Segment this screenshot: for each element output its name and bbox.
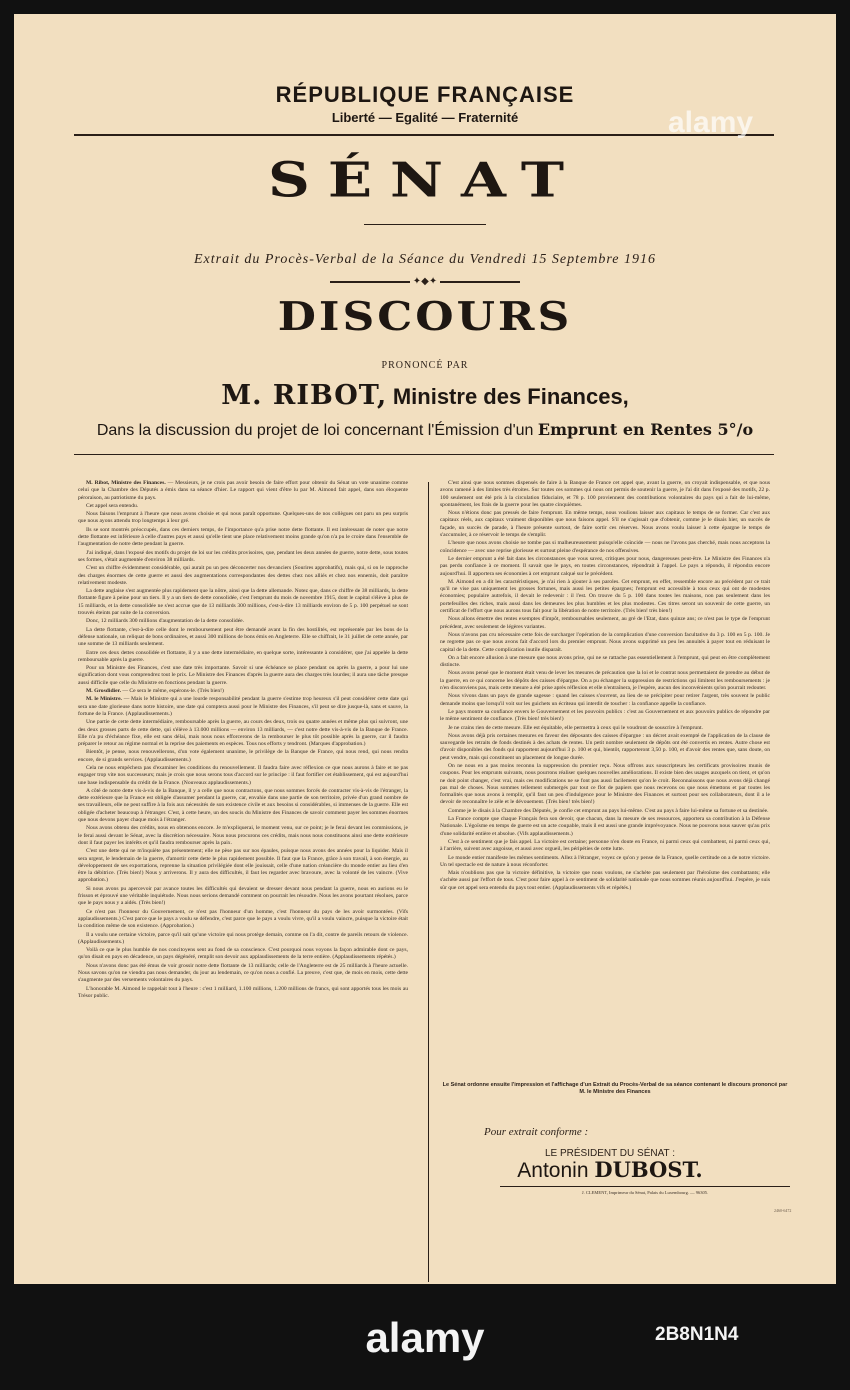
speech-paragraph [440,616,770,631]
subject-prefix: Dans la discussion du projet de loi concernant l'Émission d'un [96,422,534,439]
paragraph-text: C'est une dette qui ne m'inquiète pas présentement; elle ne pèse pas sur nos épaules, puisque nous avons des années pour la liquider. Mais il sera urgent, le lendemain de la guerre, d'amortir cette dette le plus rapidement possible. Il faut que la France, grâce à son travail, à son énergie, au développement de ses exportations, reprenne la situation privilégiée dont elle jouissait, celle d'une nation créancière du monde entier au lieu d'en être la débitrice. (Très bien!) Nous y arriverons. Il y aura des difficultés, il faut les regarder avec bravoure, avec la volonté de les vaincre. (Vive approbation.) [78,848,408,884]
paragraph-text: Nous avons obtenu des crédits, nous en obtenons encore. Je m'expliquerai, le moment venu, sur ce point; je le ferai devant les commissions, je le ferai aussi devant le Sénat, avec la discrétion nécessaire. Nous nous procurons ces crédits, mais nous nous constituons ainsi une dette extérieure dont il faut payer les intérêts et qu'il faudra rembourser après la paix. [78,825,408,846]
paragraph-text: Entre ces deux dettes consolidée et flottante, il y a une dette intermédiaire, en quelque sorte, intéressante à considérer, que j'ai appelée la dette remboursable après la guerre. [78,649,408,663]
paragraph-text: — Ce sera le même, espérons-le. (Très bien!) [122,688,224,695]
speech-paragraph [440,693,770,708]
speech-paragraph [440,510,770,539]
paragraph-text: — Messieurs, je ne crois pas avoir besoin de faire effort pour obtenir du Sénat un vote unanime comme celui que la Chambre des Députés a émis dans sa séance d'hier. Le rapport qui vient d'être lu par M. Aimond fait appel, dans son éloquente péroraison, au patriotisme du pays. [78,480,408,501]
speech-paragraph [440,655,770,670]
speech-paragraph [78,765,408,787]
paragraph-text: Cet appel sera entendu. [86,502,139,509]
print-code: 2460-6472 [774,1208,792,1213]
senate-decision: Le Sénat ordonne ensuite l'impression et l'affichage d'un Extrait du Procès-Verbal de sa séance contenant le discours prononcé par M. le Ministre des Finances [442,1082,788,1095]
paragraph-text: Bientôt, je pense, nous renouvellerons, d'un vote également unanime, le privilège de la Banque de France, qui nous rend, qui nous rendra encore, de si grands services. (Applaudissements.) [78,749,408,763]
paragraph-text: — Mais le Ministre qui a une lourde responsabilité pendant la guerre s'estime trop heureux s'il peut considérer cette date qui sera une date glorieuse dans notre histoire, une date qui comptera aussi pour le Ministre des Finances, s'il peut se dire jusque-là, sans et sauve, la fortune de la France. (Applaudissements.) [78,696,409,717]
paragraph-text: Nous vivons dans un pays de grande sagesse : quand les caisses s'ouvrent, au lieu de se précipiter pour retirer l'argent, très souvent le public demande moins que lorsqu'il voit sur les guichets un écriteau qui interdit de toucher : la confiance appelle la confiance. [440,693,770,707]
president-last-name: DUBOST. [594,1157,703,1182]
speaker-tag: M. le Ministre. [86,696,124,703]
speech-paragraph [78,618,408,625]
speech-paragraph [440,480,770,509]
speech-paragraph [78,963,408,985]
ornament-divider: ✦◆✦ [14,276,836,287]
speech-paragraph [78,932,408,947]
president-title: LE PRÉSIDENT DU SÉNAT : [544,1148,676,1159]
speech-paragraph [78,848,408,884]
speaker-line [14,380,836,411]
republic-title: RÉPUBLIQUE FRANÇAISE [275,82,575,107]
republic-motto: Liberté — Egalité — Fraternité [331,110,519,125]
paragraph-text: On a fait encore allusion à une mesure que nous avons prise, qui ne se rattache pas essentiellement à l'emprunt, qui peut en être complètement distincte. [440,654,770,669]
speaker-role: Ministre des Finances, [392,384,629,409]
paragraph-text: L'heure que nous avons choisie ne tombe pas si malheureusement puisqu'elle coïncide — nous ne l'avons pas cherché, mais nous acceptons la coïncidence — avec une reprise glorieuse et surtout pleine d'espérance de nos offensives. [440,540,770,554]
speech-paragraph [78,627,408,649]
president-name [440,1157,780,1183]
speech-paragraph [440,670,770,692]
paragraph-text: C'est ainsi que nous sommes dispensés de faire à la Banque de France cet appel que, avant la guerre, on croyait indispensable, et que nous avons ramené à des limites très étroites. Sur toutes ces sommes qui nous ont permis de soutenir la guerre, je l'ai dit dans l'exposé des motifs, 22 p. 100 seulement ont été pris à la circulation fiduciaire, et 78 p. 100 proviennent des contributions volontaires du pays qui a fait de lui-même, spontanément, les frais de la guerre pour les quatre cinquièmes. [440,480,770,508]
paragraph-text: C'est à ce sentiment que je fais appel. La victoire est certaine; personne n'en doute en France, ni parmi ceux qui combattent, ni parmi ceux qui, à l'arrière, suivent avec angoisse, et aussi avec orgueil, les péripéties de cette lutte. [440,838,770,853]
paragraph-text: Cela ne nous empêchera pas d'examiner les conditions du renouvellement. Il faudra faire avec réflexion ce que nous aurons à faire et ne pas engager trop vite nos successeurs; mais je crois que nous serons tous d'accord sur le principe : il faut fortifier cet établissement, qui est aujourd'hui une base indispensable du crédit de la France. (Nouveaux applaudissements.) [78,764,408,786]
paragraph-text: Je ne crains rien de cette mesure. Elle est équitable, elle permettra à ceux qui le voudront de souscrire à l'emprunt. [448,724,703,731]
paragraph-text: La dette flottante, c'est-à-dire celle dont le remboursement peut être demandé avant la fin des hostilités, est représentée par les bons de la défense nationale, un reliquat de bons ordinaires, et aussi 300 millions de bons émis en Angleterre. Elle se chiffrait, le 31 juillet de cette année, par une somme de 13 milliards seulement. [78,626,408,648]
speech-paragraph [440,839,770,854]
paragraph-text: M. Aimond en a dit les caractéristiques, je n'ai rien à ajouter à ses paroles. Cet emprunt, en effet, ressemble encore au précédent par ce trait qu'il ne vise pas uniquement les grosses fortunes, mais aussi les petites épargnes; l'emprunt est accessible à tous ceux qui ont de modestes économies; populaire autrefois, il devait le redevenir : il l'est. On trouve du 5 p. 100 dans toutes les maisons, non pas seulement dans les portefeuilles des riches, mais aussi dans les demeures les plus humbles et les plus modestes. Ces titres seront un souvenir de cette guerre, un certificat de l'effort que nous aurons tous fait pour la libération de notre territoire. (Très bien! très bien!) [440,578,770,615]
watermark-image-id: 2B8N1N4 [655,1324,739,1345]
speech-paragraph [440,632,770,654]
subject-emprunt: Emprunt en Rentes 5 [537,420,729,439]
speech-paragraph [78,527,408,549]
speech-paragraph [440,733,770,762]
speech-paragraph [78,550,408,565]
paragraph-text: Pour un Ministre des Finances, c'est une date très importante. Savoir si une échéance se place pendant ou après la guerre, a pour lui une signification dont vous comprendrez tout le prix. Le Ministre des Finances d'après la guerre aura des charges très lourdes; il aura une tâche presque aussi difficile que celle du Ministre en fonctions pendant la guerre. [78,665,408,686]
paragraph-text: Donc, 12 milliards 300 millions d'augmentation de la dette consolidée. [86,618,245,625]
column-divider [428,482,429,1282]
subject-divider [74,454,774,455]
paragraph-text: Nous n'étions donc pas pressés de faire l'emprunt. En même temps, nous voulions laisser aux capitaux le temps de se former. Car c'est aux capitaux réels, aux capitaux vraiment disponibles que nous faisons appel. S'il ne s'agissait que d'obtenir, comme je le disais hier, un succès de façade, un succès de parade, à l'heure présente surtout, de faire sortir ces réserves. Nous avons voulu laisser à cette épargne le temps de s'accumuler, à ce réservoir le temps de s'emplir. [440,510,770,539]
speech-paragraph [78,909,408,931]
speech-paragraph [78,588,408,617]
senat-title: SÉNAT [267,152,583,208]
paragraph-text: Voilà ce que le plus humble de nos concitoyens sent au fond de sa conscience. C'est pourquoi nous voyons la façon admirable dont ce pays, qu'on disait en pays en décadence, un pays dégénéré, remplit son devoir aux applaudissements de la terre entière. (Applaudissements répétés.) [78,947,408,961]
paragraph-text: Il a voulu une certaine victoire, parce qu'il sait qu'une victoire qui nous protège demain, comme on l'a dit, contre de pareils retours de violence. (Applaudissements.) [78,931,408,945]
speech-paragraph [440,709,770,724]
speech-paragraph [440,556,770,578]
paragraph-text: Le monde entier manifeste les mêmes sentiments. Allez à l'étranger, voyez ce qu'on y pense de la France, quelle certitude on a de notre victoire. Un tel spectacle est de nature à nous réconforter. [440,854,770,868]
speech-paragraph [440,816,770,838]
paragraph-text: A côté de notre dette vis-à-vis de la Banque, il y a celle que nous contractons, que nous sommes forcés de contracter vis-à-vis de l'étranger, la dette extérieure que la France est obligée d'assumer pendant la guerre, car, envahie dans une partie de son territoire, privée d'un grand nombre de ses travailleurs, elle ne peut suffire à la fois aux nécessités de son existence civile et aux besoins si considérables, si immenses de la guerre. Elle est obligée d'acheter beaucoup à l'étranger. C'est, à cette heure, un des soucis du Ministre des Finances de savoir comment payer les sommes énormes que nous devons payer chaque mois à l'étranger. [78,787,408,824]
discours-heading: DISCOURS [277,294,573,340]
poster [14,14,836,1284]
speech-paragraph [78,480,408,502]
paragraph-text: L'honorable M. Aimond le rappelait tout à l'heure : c'est 1 milliard, 1.100 millions, 1.200 millions de francs, qui sont apportés tous les mois au Trésor public. [78,985,408,999]
speech-paragraph [440,855,770,870]
speech-paragraph [78,947,408,962]
paragraph-text: Comme je le disais à la Chambre des Députés, je confie cet emprunt au pays lui-même. C'est au pays à faire lui-même sa fortune et sa destinée. [448,807,769,814]
speaker-tag: M. Grosdidier. [86,688,123,695]
speaker-name: M. RIBOT, [221,380,388,411]
paragraph-text: Nous n'avons donc pas été émus de voir grossir notre dette flottante de 13 milliards; celle de l'Angleterre est de 25 milliards à l'heure actuelle. Nous savons qu'on ne viendra pas nous demander, du jour au lendemain, ce qu'on nous a confié. La preuve, c'est que, de mois en mois, cette dette s'augmente par des versements volontaires du pays. [78,962,408,984]
title-underline [364,224,486,225]
speech-paragraph [440,579,770,615]
prononce-par: PRONONCÉ PAR [381,360,469,371]
paragraph-text: C'est un chiffre évidemment considérable, qui aurait pu un peu déconcerter nos devanciers (Sourires approbatifs), mais qui, si on le rapproche des charges énormes de cette guerre et aussi des augmentations correspondantes des dettes chez nos alliés et chez nos ennemis, doit paraître relativement modeste. [78,565,408,586]
session-extract: Extrait du Procès-Verbal de la Séance du Vendredi 15 Septembre 1916 [193,252,656,267]
right-text-column [440,480,770,893]
printer-divider [500,1186,790,1187]
paragraph-text: Ce n'est pas l'honneur du Gouvernement, ce n'est pas l'honneur d'un homme, c'est l'honneur du pays de les avoir surmontées. (Vifs applaudissements.) C'est parce que le pays a voulu se défendre, c'est parce que le pays a voulu vivre, qu'il a voulu vaincre, puisque la victoire était la condition même de son existence. (Approbation.) [78,908,408,930]
paragraph-text: Nous avons déjà pris certaines mesures en faveur des déposants des caisses d'épargne : un décret avait exempté de l'application de la clause de sauvegarde les retraits de fonds destinés à des achats de rentes. Un petit nombre seulement de dépôts ont été convertis en rentes. Autre chose est d'avoir disponibles des fonds qui rapportent aujourd'hui 3 p. 100 et qui, bientôt, rapporteront 3,50 p. 100, et d'avoir des rentes que, sans doute, on peut vendre, mais qui constituent un placement de longue durée. [440,732,770,761]
left-text-column [78,480,408,1001]
speech-paragraph [78,511,408,526]
paragraph-text: Si nous avons pu apercevoir par avance toutes les difficultés qui devaient se dresser devant nous pendant la guerre, nous en aurions eu le frisson et éprouvé une véritable inquiétude. Nous nous serions demandé comment on pourrait les résoudre. Nous les avons pourtant résolues, parce que le pays nous y a aidés. (Très bien!) [78,885,408,907]
watermark-logo: alamy [365,1314,485,1361]
speech-paragraph [440,540,770,555]
speech-paragraph [78,696,408,718]
speech-paragraph [78,719,408,748]
paragraph-text: Nous n'avons pas cru nécessaire cette fois de surcharger l'opération de la complication d'une conversion facultative du 3 p. 100 en 5 p. 100. Je ne regrette pas ce que nous avons fait d'accord lors du premier emprunt. Nous avons supprimé un peu les annuités à payer tout en réduisant le capital de la dette. Cette complication inutile disparaît. [440,631,770,653]
speech-paragraph [78,565,408,587]
speech-paragraph [78,886,408,908]
paragraph-text: Mais n'oublions pas que la victoire définitive, la victoire que nous voulons, ne s'achète pas seulement par l'héroïsme des combattants; elle s'achète aussi par l'effort de tous. C'est pour faire appel à ce sentiment de solidarité nationale que nous sommes réunis aujourd'hui. J'espère, je suis sûr que cet appel sera entendu du pays tout entier. (Applaudissements vifs et répétés.) [440,870,770,891]
speech-paragraph [78,665,408,687]
speech-paragraph [78,986,408,1001]
speech-paragraph [440,870,770,892]
speech-paragraph [78,650,408,665]
watermark-top: alamy [668,106,754,139]
speech-paragraph [440,725,770,732]
paragraph-text: Le dernier emprunt a été fait dans les circonstances que vous savez, critiques pour nous, dangereuses peut-être. Le Ministre des Finances n'a pas perdu confiance à ce moment. Il savait que le pays, en toutes circonstances, répondrait à l'appel. Le pays a répondu, il répondra encore aujourd'hui. Il apportera ses économies à cet emprunt calqué sur le précédent. [440,555,770,577]
paragraph-text: Nous avons pensé que le moment était venu de lever les mesures de précaution que la loi et le contrat nous permettaient de prendre au début de la guerre, en ce qui concerne les dépôts des caisses d'épargne. On a pu échanger la suppression de restrictions qui limitent les remboursements : je n'en disconviens pas, mais cette mesure a été prise après réflexion et elle n'entraînera, je l'espère, aucun des inconvénients qu'on pourrait redouter. [440,670,770,692]
speech-paragraph [78,503,408,510]
subject-percent: °/o [728,420,754,439]
paragraph-text: Ils se sont montrés préoccupés, dans ces derniers temps, de l'importance qu'a prise notre dette flottante. Il est intéressant de noter que notre dette flottante est inférieure à celle d'autres pays et aussi qu'elle tient une place relativement moins grande qu'on n'a pu le croire dans l'ensemble de l'augmentation de notre dette pendant la guerre. [78,526,408,548]
speech-subject [14,420,836,440]
paragraph-text: Une partie de cette dette intermédiaire, remboursable après la guerre, au cours des deux, trois ou quatre années et même plus qui suivront, une des deux grosses parts de cette dette, qui s'élève à 13.000 millions — environ 13 milliards, — c'est notre dette vis-à-vis de la Banque de France. Elle n'a pu d'échéance fixe, elle est sans délai, mais nous nous efforcerons de la rembourser le plus tôt possible après la guerre, car il faudra préparer le retour au régime normal et la reprise des paiements en espèces. Tous nos efforts y tendront. (Marques d'approbation.) [78,719,408,748]
paragraph-text: J'ai indiqué, dans l'exposé des motifs du projet de loi sur les crédits provisoires, que, pendant les deux années de guerre, notre dette, sous toutes ses formes, s'était augmentée d'environ 38 milliards. [78,549,408,563]
speech-paragraph [440,808,770,815]
printer-imprint: J. CLEMENT, Imprimeur du Sénat, Palais du Luxembourg. — 96305. [581,1190,709,1195]
speech-paragraph [78,688,408,695]
speech-paragraph [78,788,408,824]
speech-paragraph [440,763,770,807]
president-first-name: Antonin [517,1159,589,1182]
paragraph-text: La France compte que chaque Français fera son devoir, que chacun, dans la mesure de ses ressources, apportera sa contribution à la Défense Nationale. L'égoïsme en temps de guerre est un acte coupable, mais il est aussi une grande imprévoyance. Nous ne pouvons nous sauver qu'au prix d'une solidarité entière et absolue. (Vifs applaudissements.) [440,816,770,837]
speech-paragraph [78,825,408,847]
pour-extrait: Pour extrait conforme : [484,1126,589,1138]
paragraph-text: Le pays montre sa confiance envers le Gouvernement et les pouvoirs publics : c'est au Gouvernement et aux pouvoirs publics de répondre par le même sentiment de confiance. (Très bien! très bien!) [440,708,770,723]
speaker-tag: M. Ribot, Ministre des Finances. [86,480,168,486]
paragraph-text: Nous allons émettre des rentes exemptes d'impôt, remboursables seulement, au gré de l'Etat, dans quinze ans; ce n'est pas le type de l'emprunt précédent, avec seulement de légères variantes. [440,616,770,630]
speech-paragraph [78,749,408,764]
paragraph-text: La dette anglaise s'est augmentée plus rapidement que la nôtre, ainsi que la dette allemande. Notez que, dans ce chiffre de 38 milliards, la dette flottante figure à peine pour un tiers. Il y a un tiers de dette consolidée, c'est l'emprunt du mois de novembre 1915, dont le capital s'élève à plus de 15 milliards, et la dette consolidée ne s'est accrue que de 13 milliards 300 millions, c'est-à-dire 13 milliards environ de 5 p. 100 perpétuel se sont trouvés éteints par suite de la conversion. [78,588,408,617]
paragraph-text: On ne nous en a pas moins reconnu la suppression du premier reçu. Nous offrons aux souscripteurs les certificats provisoires munis de coupons. Pour les emprunts suivants, nous pourrons réaliser quelques nouvelles améliorations. Il existe bien des usages auxquels on tient, et qu'on ne doit point changer, c'est vrai, mais ces modifications ne se font pas aussi facilement qu'on le croit. Reconnaissons que nous avons déjà changé pas mal de choses. Nous sommes tellement submergés par tout ce flot de papiers que nous recevons ou que nous émettons et par toutes les formalités que nous avons à remplir, qu'il faut un peu d'indulgence pour le Ministre des Finances et surtout pour ses collaborateurs, dont il a le devoir de reconnaître le zèle et le dévouement. (Très bien! très bien!) [440,762,770,806]
paragraph-text: Nous faisons l'emprunt à l'heure que nous avons choisie et qui nous paraît opportune. Quelques-uns de nos collègues ont paru un peu surpris que nous ayons attendu trop longtemps à leur gré. [78,511,408,525]
